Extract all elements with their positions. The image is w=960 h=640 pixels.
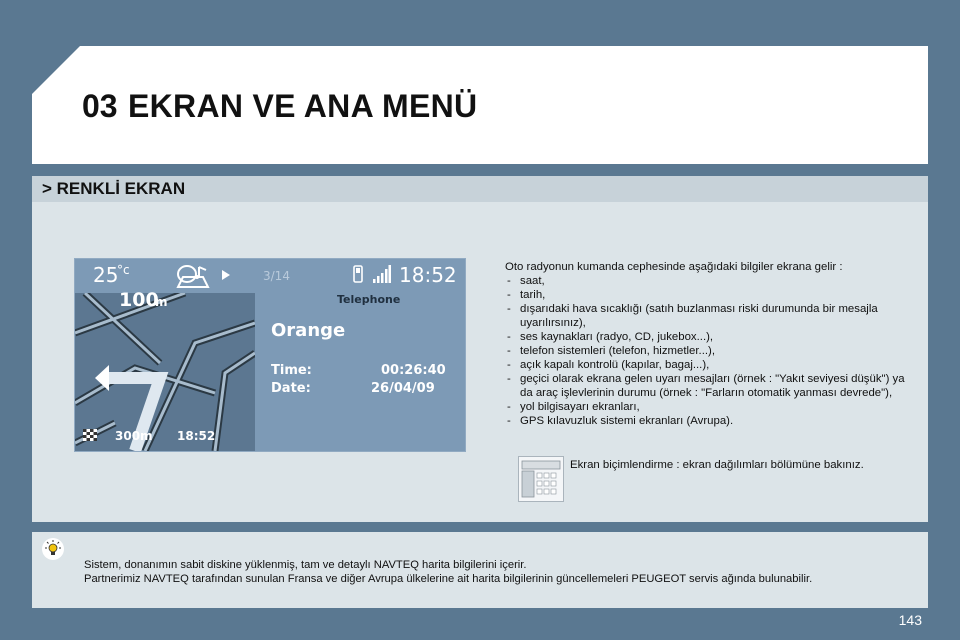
list-item: - ses kaynakları (radyo, CD, jukebox...),	[505, 330, 920, 344]
list-item: - dışarıdaki hava sıcaklığı (satıh buzlanması riski durumunda bir mesajla uyarılırsınız),	[505, 302, 920, 330]
temperature-unit: °c	[117, 263, 130, 277]
navteq-note	[84, 558, 812, 586]
map-view	[75, 293, 255, 451]
list-item: - açık kapalı kontrolü (kapılar, bagaj...),	[505, 358, 920, 372]
source-label: Telephone	[337, 293, 401, 306]
turn-distance-value: 100	[119, 289, 159, 311]
chapter-title: EKRAN VE ANA MENÜ	[128, 88, 478, 124]
page-number: 143	[898, 612, 922, 628]
display-info-list	[505, 274, 920, 428]
route-remaining-distance: 300m	[115, 429, 153, 443]
map-roads	[75, 293, 255, 451]
info-note-panel	[32, 532, 928, 608]
estimated-arrival-time: 18:52	[177, 429, 216, 443]
play-icon	[221, 269, 231, 281]
screen-layout-icon	[518, 456, 564, 502]
navigation-source-icon	[175, 263, 211, 289]
list-item: - telefon sistemleri (telefon, hizmetler...),	[505, 344, 920, 358]
display-clock: 18:52	[399, 263, 457, 287]
section-bar	[32, 176, 928, 202]
call-time-label: Time:	[271, 363, 312, 378]
list-item: - tarih,	[505, 288, 920, 302]
lightbulb-icon	[42, 538, 64, 560]
date-value: 26/04/09	[371, 381, 435, 396]
turn-distance-unit: m	[155, 295, 168, 309]
note-line-2: Partnerimiz NAVTEQ tarafından sunulan Fransa ve diğer Avrupa ülkelerine ait harita bilgilerinin güncellemeleri PEUGEOT servis ağında bulunabilir.	[84, 573, 813, 585]
color-display-screen	[74, 258, 466, 452]
display-info-text	[505, 260, 920, 428]
track-counter: 3/14	[263, 269, 290, 283]
intro-sentence: Oto radyonun kumanda cephesinde aşağıdaki bilgiler ekrana gelir :	[505, 261, 843, 273]
signal-strength-icon	[373, 265, 391, 283]
section-title: > RENKLİ EKRAN	[42, 179, 186, 198]
date-label: Date:	[271, 381, 311, 396]
call-time-value: 00:26:40	[381, 363, 446, 378]
list-item: - yol bilgisayarı ekranları,	[505, 400, 920, 414]
finish-flag-icon	[83, 429, 97, 441]
chapter-number: 03	[82, 88, 118, 124]
temperature-value: 25	[93, 263, 119, 287]
caller-name: Orange	[271, 320, 346, 341]
format-reference-text: Ekran biçimlendirme : ekran dağılımları bölümüne bakınız.	[570, 459, 864, 471]
list-item: - GPS kılavuzluk sistemi ekranları (Avrupa).	[505, 414, 920, 428]
phone-icon	[353, 265, 363, 283]
note-line-1: Sistem, donanımın sabit diskine yüklenmiş, tam ve detaylı NAVTEQ harita bilgilerini içerir.	[84, 559, 527, 571]
list-item: - geçici olarak ekrana gelen uyarı mesajları (örnek : "Yakıt seviyesi düşük") ya da araç işlevlerinin durumu (örnek : "Farların otomatik yanması devrede"),	[505, 372, 920, 400]
list-item: - saat,	[505, 274, 920, 288]
